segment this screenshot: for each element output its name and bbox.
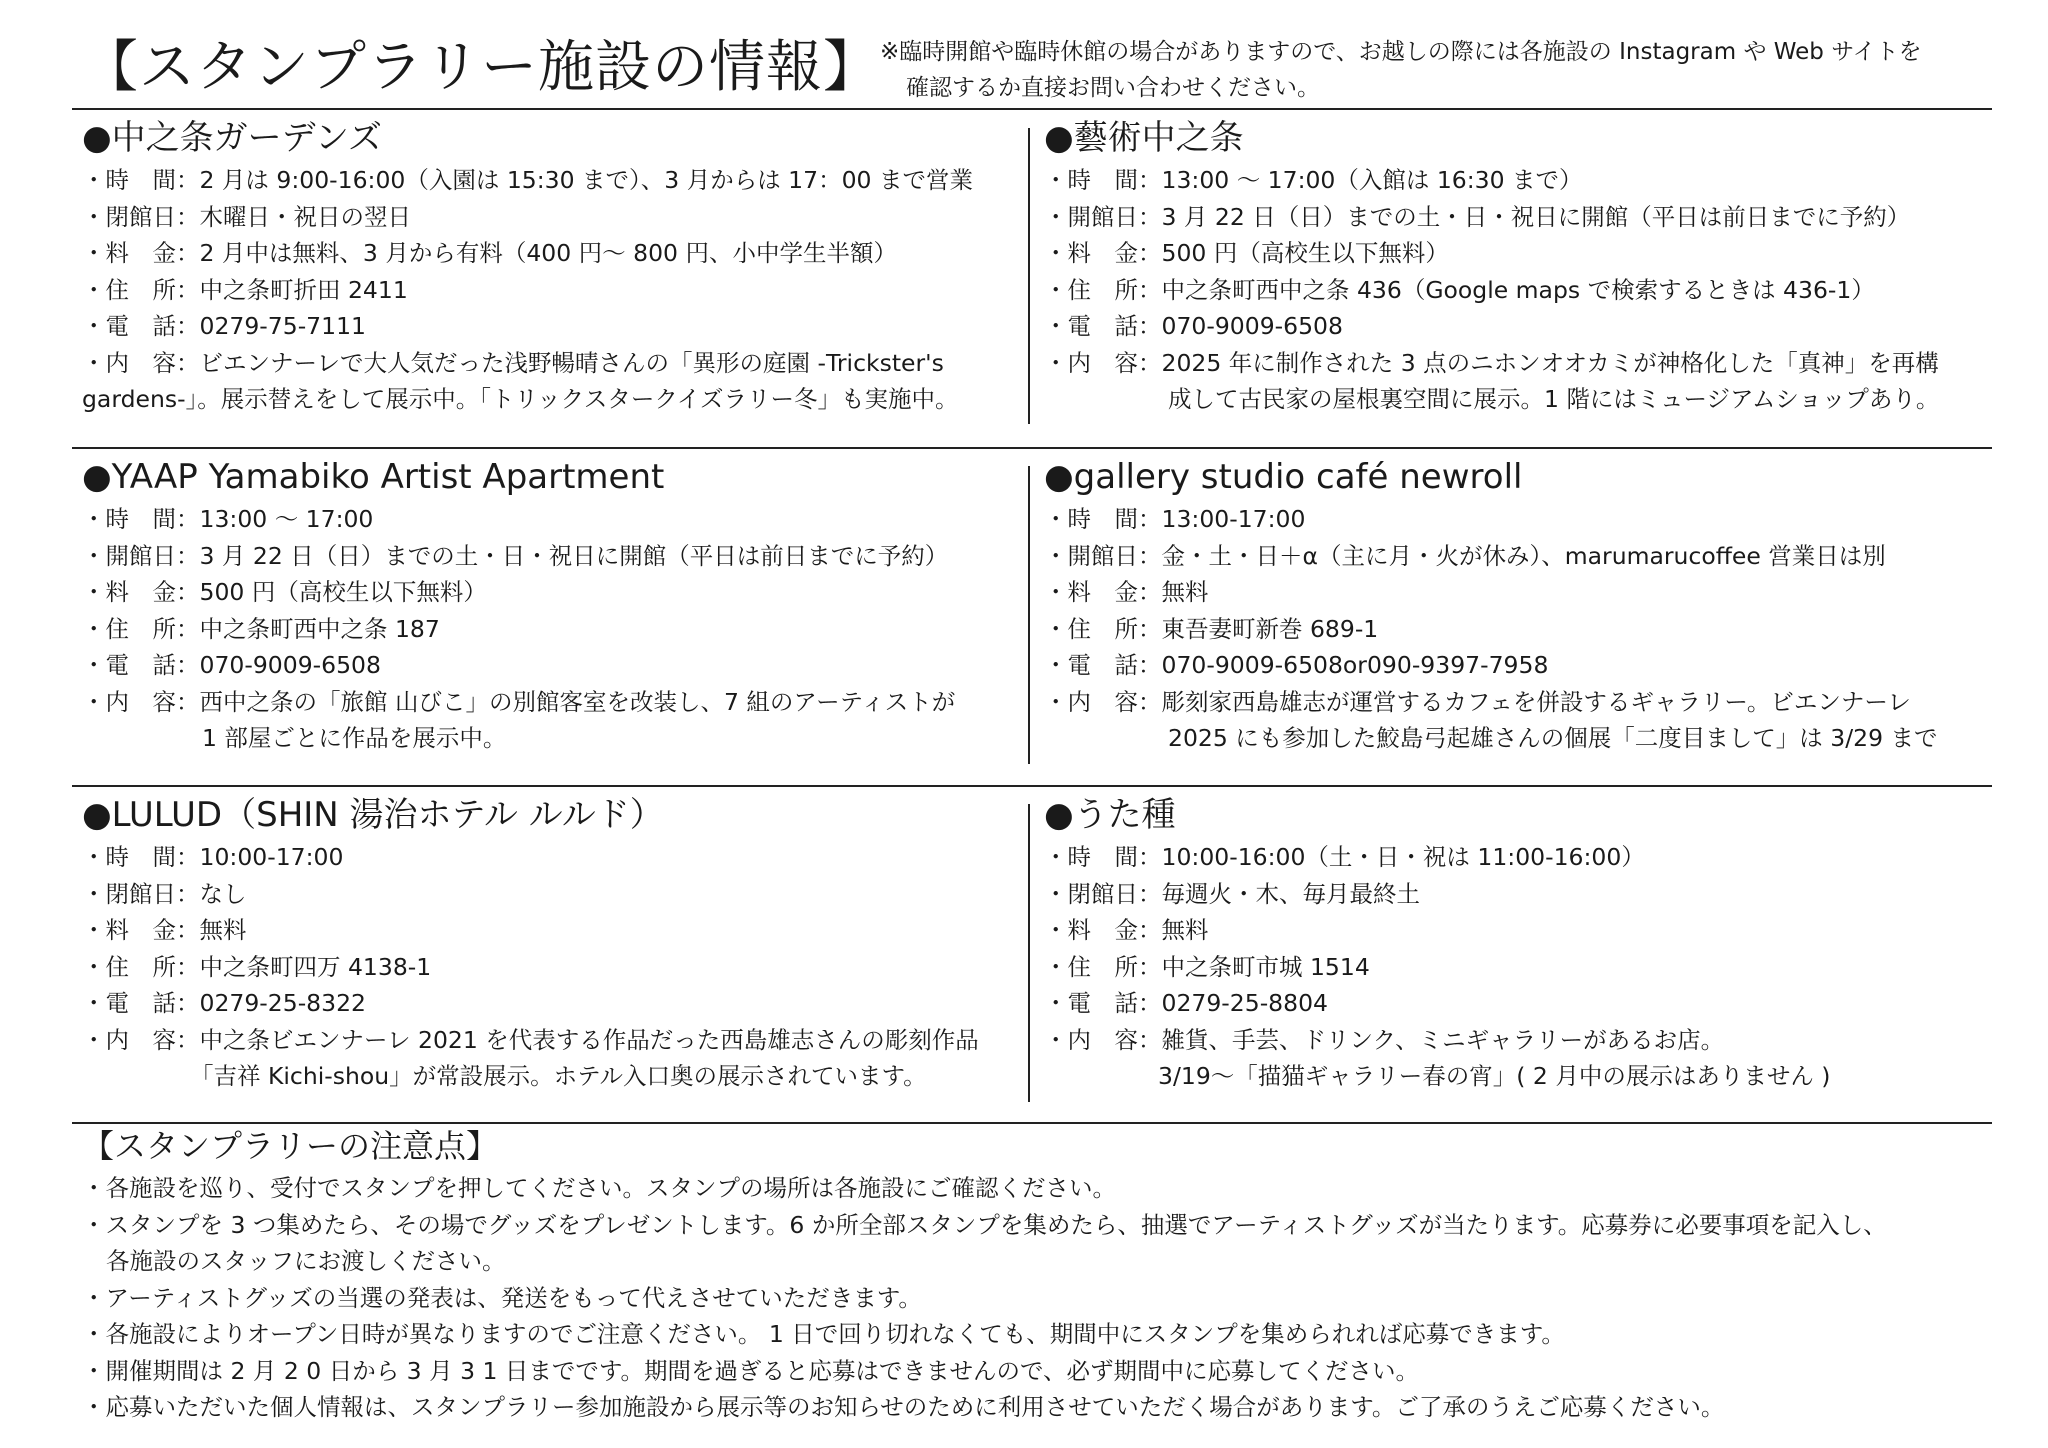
divider-top (72, 108, 1992, 110)
venue-address: ・住 所：中之条町西中之条 187 (82, 614, 440, 643)
venue-phone: ・電 話：0279-25-8804 (1044, 989, 1328, 1017)
venue-name: ●gallery studio café newroll (1044, 457, 1523, 497)
divider-row-2 (72, 785, 1992, 787)
venue-address: ・住 所：中之条町市城 1514 (1044, 952, 1370, 981)
venue-hours: ・時 間：13:00 ～ 17:00（入館は 16:30 まで） (1044, 166, 1583, 194)
venue-yaap (82, 453, 1032, 757)
divider-row-1 (72, 447, 1992, 449)
notes-title: 【スタンプラリーの注意点】 (82, 1127, 499, 1165)
note-item: ・開催期間は 2 月 2 0 日から 3 月 3 1 日までです。期間を過ぎると応募はできませんので、必ず期間中に応募してください。 (82, 1356, 1420, 1385)
venue-open-days: ・開館日：金・土・日＋α（主に月・火が休み）、marumarucoffee 営業日は別 (1044, 541, 1886, 570)
venue-hours: ・時 間：10:00-17:00 (82, 843, 344, 871)
venue-phone: ・電 話：0279-75-7111 (82, 312, 366, 340)
venue-open-days: ・開館日：3 月 22 日（日）までの土・日・祝日に開館（平日は前日までに予約） (82, 541, 949, 570)
venue-fee: ・料 金：2 月中は無料、3 月から有料（400 円～ 800 円、小中学生半額） (82, 239, 897, 267)
venue-fee: ・料 金：無料 (1044, 916, 1209, 944)
venue-open-days: ・開館日：3 月 22 日（日）までの土・日・祝日に開館（平日は前日までに予約） (1044, 202, 1911, 231)
notice-line-1: ※臨時開館や臨時休館の場合がありますので、お越しの際には各施設の Instagram や Web サイトを (880, 39, 1922, 65)
venue-address: ・住 所：中之条町四万 4138-1 (82, 952, 432, 981)
venue-content-cont: 成して古民家の屋根裏空間に展示。1 階にはミュージアムショップあり。 (1168, 385, 1940, 413)
venue-name: ●中之条ガーデンズ (82, 118, 382, 158)
notes-list (82, 1170, 1982, 1426)
venue-phone: ・電 話：0279-25-8322 (82, 989, 366, 1017)
venue-hours: ・時 間：13:00-17:00 (1044, 505, 1306, 533)
venue-content: ・内 容：ビエンナーレで大人気だった浅野暢晴さんの「異形の庭園 -Trickster's (82, 348, 944, 377)
note-item: ・アーティストグッズの当選の発表は、発送をもって代えさせていただきます。 (82, 1283, 922, 1312)
venue-fee: ・料 金：無料 (1044, 578, 1209, 606)
venue-address: ・住 所：中之条町西中之条 436（Google maps で検索するときは 436-1） (1044, 275, 1875, 304)
note-item: ・スタンプを 3 つ集めたら、その場でグッズをプレゼントします。6 か所全部スタンプを集めたら、抽選でアーティストグッズが当たります。応募券に必要事項を記入し、 (82, 1210, 1887, 1239)
notice-text (880, 34, 2010, 106)
venue-lulud (82, 791, 1032, 1095)
venue-name: ●LULUD（SHIN 湯治ホテル ルルド） (82, 795, 664, 835)
venue-phone: ・電 話：070-9009-6508 (82, 651, 381, 679)
venue-phone: ・電 話：070-9009-6508 (1044, 312, 1343, 340)
venue-closed: ・閉館日：毎週火・木、毎月最終土 (1044, 879, 1420, 908)
venue-newroll (1044, 453, 1994, 757)
venue-name: ●YAAP Yamabiko Artist Apartment (82, 457, 665, 497)
venue-name: ●藝術中之条 (1044, 118, 1244, 158)
venue-name: ●うた種 (1044, 795, 1176, 835)
venue-content-cont: 2025 にも参加した鮫島弓起雄さんの個展「二度目まして」は 3/29 まで (1168, 724, 1938, 752)
venue-closed: ・閉館日：木曜日・祝日の翌日 (82, 202, 411, 231)
page-title: 【スタンプラリー施設の情報】 (82, 35, 880, 100)
venue-address: ・住 所：中之条町折田 2411 (82, 275, 408, 304)
venue-content: ・内 容：雑貨、手芸、ドリンク、ミニギャラリーがあるお店。 (1044, 1025, 1725, 1054)
note-item-cont: 各施設のスタッフにお渡しください。 (106, 1247, 506, 1275)
venue-hours: ・時 間：2 月は 9:00-16:00（入園は 15:30 まで）、3 月からは 17：00 まで営業 (82, 166, 973, 194)
venue-utatane (1044, 791, 1994, 1095)
venue-fee: ・料 金：500 円（高校生以下無料） (82, 578, 487, 606)
note-item: ・各施設を巡り、受付でスタンプを押してください。スタンプの場所は各施設にご確認ください。 (82, 1174, 1116, 1202)
venue-content-cont: 3/19～「描猫ギャラリー春の宵」( 2 月中の展示はありません ) (1158, 1062, 1831, 1090)
venue-content: ・内 容：彫刻家西島雄志が運営するカフェを併設するギャラリー。ビエンナーレ (1044, 687, 1911, 716)
notice-line-2: 確認するか直接お問い合わせください。 (906, 75, 1320, 101)
venue-closed: ・閉館日：なし (82, 879, 247, 908)
venue-fee: ・料 金：500 円（高校生以下無料） (1044, 239, 1449, 267)
venue-content-cont: gardens-」。展示替えをして展示中。「トリックスタークイズラリー冬」も実施中。 (82, 385, 959, 413)
venue-fee: ・料 金：無料 (82, 916, 247, 944)
venue-hours: ・時 間：13:00 ～ 17:00 (82, 505, 374, 533)
venue-content-cont: 「吉祥 Kichi-shou」が常設展示。ホテル入口奥の展示されています。 (190, 1062, 927, 1090)
venue-geijutsu-nakanojo (1044, 114, 1994, 418)
venue-nakanojo-gardens (82, 114, 1032, 418)
venue-content-cont: 1 部屋ごとに作品を展示中。 (202, 724, 507, 752)
venue-content: ・内 容：中之条ビエンナーレ 2021 を代表する作品だった西島雄志さんの彫刻作品 (82, 1025, 979, 1054)
note-item: ・各施設によりオープン日時が異なりますのでご注意ください。 1 日で回り切れなくても、期間中にスタンプを集められれば応募できます。 (82, 1320, 1565, 1348)
venue-hours: ・時 間：10:00-16:00（土・日・祝は 11:00-16:00） (1044, 843, 1645, 871)
venue-address: ・住 所：東吾妻町新巻 689-1 (1044, 614, 1379, 643)
venue-phone: ・電 話：070-9009-6508or090-9397-7958 (1044, 651, 1549, 679)
note-item: ・応募いただいた個人情報は、スタンプラリー参加施設から展示等のお知らせのために利用させていただく場合があります。ご了承のうえご応募ください。 (82, 1393, 1725, 1421)
venue-content: ・内 容：2025 年に制作された 3 点のニホンオオカミが神格化した「真神」を再構 (1044, 348, 1939, 377)
venue-content: ・内 容：西中之条の「旅館 山びこ」の別館客室を改装し、7 組のアーティストが (82, 687, 956, 716)
